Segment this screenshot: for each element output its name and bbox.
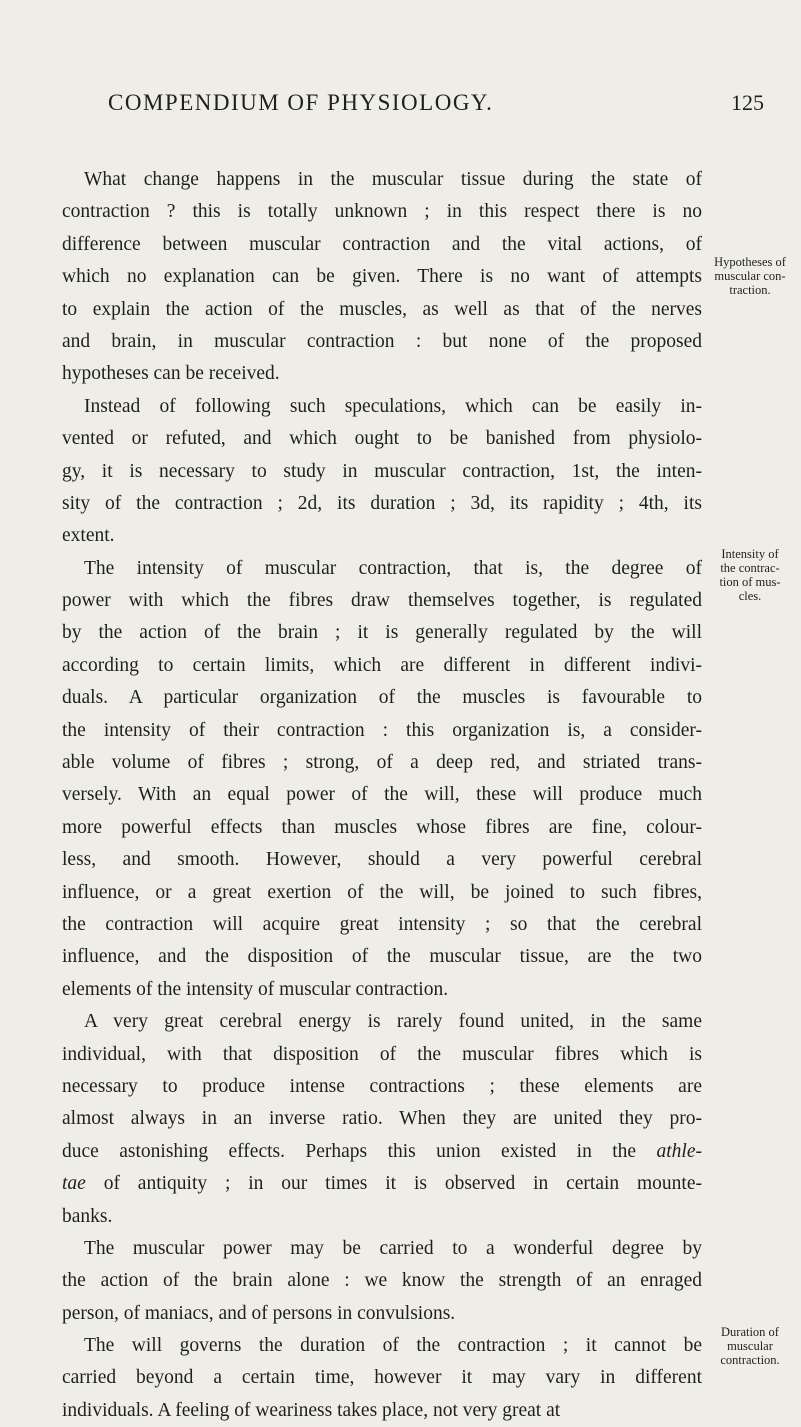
text-line: influence, or a great exertion of the will, be joined to such fibres, [62,881,702,903]
text-line: individuals. A feeling of weariness takes place, not very great at [62,1399,561,1421]
marginal-note-line: muscular [727,1339,773,1353]
text-line: the contraction will acquire great intensity ; so that the cerebral [62,913,702,935]
text-line: gy, it is necessary to study in muscular contraction, 1st, the inten- [62,460,702,482]
text-line: influence, and the disposition of the muscular tissue, are the two [62,946,702,968]
text-line: banks. [62,1205,113,1227]
text-line: person, of maniacs, and of persons in convulsions. [62,1302,456,1324]
marginal-note-line: muscular con- [714,269,786,283]
text-line: What change happens in the muscular tissue during the state of [84,169,702,190]
text-line: elements of the intensity of muscular contraction. [62,978,449,1000]
marginal-note-line: Duration of [721,1325,779,1339]
running-title: COMPENDIUM OF PHYSIOLOGY. [108,90,494,115]
text-line: vented or refuted, and which ought to be banished from physiolo- [62,428,702,450]
marginal-note-line: Hypotheses of [714,255,786,269]
text-line: the intensity of their contraction : this organization is, a consider- [62,719,702,741]
body-text [62,164,702,1427]
text-line: less, and smooth. However, should a very powerful cerebral [62,849,702,871]
italic-word: tae [62,1173,86,1195]
marginal-note-line: the contrac- [720,561,780,575]
text-line: by the action of the brain ; it is generally regulated by the will [62,622,702,644]
text-line: difference between muscular contraction and the vital actions, of [62,233,702,255]
text-line: the action of the brain alone : we know the strength of an enraged [62,1270,702,1292]
text-line: tae of antiquity ; in our times it is observed in certain mounte- [62,1173,702,1195]
marginal-note-line: tion of mus- [719,575,781,589]
text-line: extent. [62,525,115,547]
page-number: 125 [731,90,764,115]
marginal-note-hypotheses [705,255,795,297]
marginal-note-line: traction. [729,283,771,297]
text-line: versely. With an equal power of the will, these will produce much [62,784,702,806]
marginal-note-duration [705,1325,795,1367]
italic-word: athle- [656,1140,702,1162]
marginal-note-intensity [705,547,795,603]
text-line: power with which the fibres draw themselves together, is regulated [62,590,702,612]
marginal-note-line: Intensity of [721,547,779,561]
text-line: The will governs the duration of the contraction ; it cannot be [84,1335,702,1357]
text-line: Instead of following such speculations, which can be easily in- [84,395,702,417]
text-line: The intensity of muscular contraction, that is, the degree of [84,557,702,579]
text-line: according to certain limits, which are different in different indivi- [62,654,702,676]
marginal-note-line: cles. [738,589,762,603]
text-line: sity of the contraction ; 2d, its duration ; 3d, its rapidity ; 4th, its [62,492,702,514]
marginal-note-line: contraction. [720,1353,780,1367]
text-line: which no explanation can be given. There is no want of attempts [62,266,702,288]
running-head [0,90,801,130]
text-line: individual, with that disposition of the muscular fibres which is [62,1043,702,1065]
text-line: and brain, in muscular contraction : but none of the proposed [62,330,702,352]
text-line: almost always in an inverse ratio. When they are united they pro- [62,1108,702,1130]
text-line: A very great cerebral energy is rarely found united, in the same [84,1011,702,1033]
text-line: more powerful effects than muscles whose fibres are fine, colour- [62,816,702,838]
text-line: carried beyond a certain time, however it may vary in different [62,1367,702,1389]
text-line: duce astonishing effects. Perhaps this union existed in the athle- [62,1140,702,1162]
text-line: to explain the action of the muscles, as well as that of the nerves [62,298,702,320]
text-line: able volume of fibres ; strong, of a deep red, and striated trans- [62,752,702,774]
text-line: duals. A particular organization of the muscles is favourable to [62,687,702,709]
text-line: hypotheses can be received. [62,363,280,385]
text-line: contraction ? this is totally unknown ; in this respect there is no [62,201,702,223]
text-line: The muscular power may be carried to a wonderful degree by [84,1237,702,1259]
text-line: necessary to produce intense contractions ; these elements are [62,1075,702,1097]
